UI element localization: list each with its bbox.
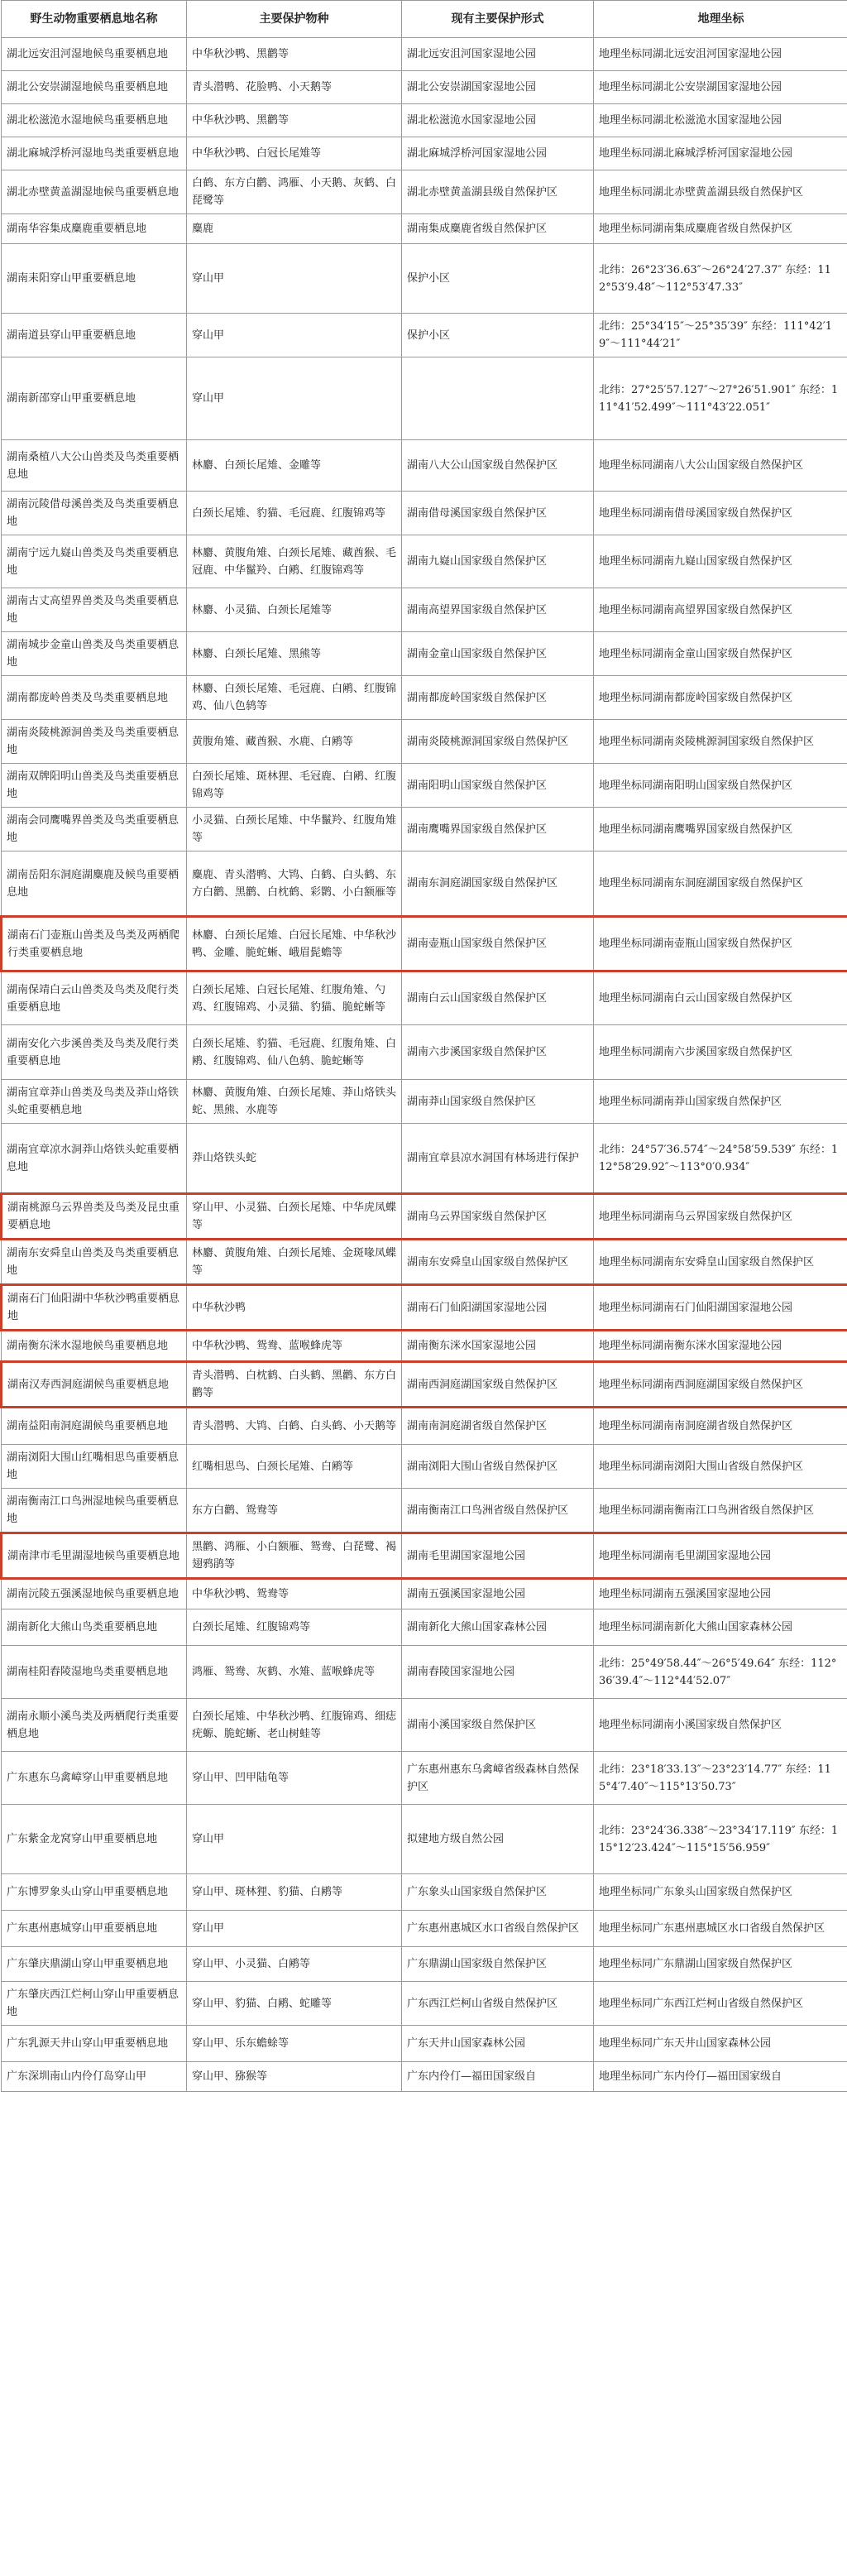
cell-name: 广东惠东乌禽嶂穿山甲重要栖息地: [2, 1752, 187, 1805]
cell-name: 湖南衡南江口鸟洲湿地候鸟重要栖息地: [2, 1489, 187, 1533]
cell-protection: 湖南金童山国家级自然保护区: [402, 632, 594, 676]
cell-species: 黑鹳、鸿雁、小白额雁、鸳鸯、白琵鹭、褐翅鸦鹃等: [187, 1533, 402, 1579]
table-row-highlighted: [2, 1362, 847, 1408]
cell-coords: 地理坐标同湖南东洞庭湖国家级自然保护区: [594, 851, 847, 917]
cell-coords: 地理坐标同湖北麻城浮桥河国家湿地公园: [594, 137, 847, 170]
cell-coords: 地理坐标同湖南五强溪国家湿地公园: [594, 1579, 847, 1609]
cell-name: 湖南炎陵桃源洞兽类及鸟类重要栖息地: [2, 720, 187, 764]
cell-name: 湖南宜章莽山兽类及鸟类及莽山烙铁头蛇重要栖息地: [2, 1080, 187, 1124]
cell-name: 广东肇庆鼎湖山穿山甲重要栖息地: [2, 1947, 187, 1982]
cell-protection: [402, 357, 594, 440]
cell-name: 广东博罗象头山穿山甲重要栖息地: [2, 1874, 187, 1911]
cell-protection: 湖南东安舜皇山国家级自然保护区: [402, 1240, 594, 1285]
cell-protection: 湖南衡东洣水国家湿地公园: [402, 1331, 594, 1362]
cell-species: 穿山甲: [187, 244, 402, 314]
cell-coords: 地理坐标同湖南都庞岭国家级自然保护区: [594, 676, 847, 720]
cell-species: 穿山甲: [187, 1911, 402, 1947]
cell-species: 麋鹿、青头潜鸭、大鸨、白鹤、白头鹤、东方白鹳、黑鹳、白枕鹤、彩鹮、小白额雁等: [187, 851, 402, 917]
cell-protection: 湖北麻城浮桥河国家湿地公园: [402, 137, 594, 170]
cell-name: 广东乳源天井山穿山甲重要栖息地: [2, 2026, 187, 2062]
cell-protection: 湖南八大公山国家级自然保护区: [402, 440, 594, 492]
cell-name: 湖南沅陵五强溪湿地候鸟重要栖息地: [2, 1579, 187, 1609]
header-name: 野生动物重要栖息地名称: [2, 1, 187, 38]
cell-coords: 地理坐标同湖南白云山国家级自然保护区: [594, 971, 847, 1025]
table-row: [2, 1805, 847, 1874]
cell-name: 湖南宁远九嶷山兽类及鸟类重要栖息地: [2, 535, 187, 588]
cell-coords: 地理坐标同湖北赤壁黄盖湖县级自然保护区: [594, 170, 847, 214]
table-row: [2, 1080, 847, 1124]
cell-coords: 地理坐标同广东惠州惠城区水口省级自然保护区: [594, 1911, 847, 1947]
table-row: [2, 851, 847, 917]
table-row: [2, 1331, 847, 1362]
table-row: [2, 808, 847, 851]
cell-coords: 北纬：27°25′57.127″～27°26′51.901″ 东经：111°41′52.499″～111°43′22.051″: [594, 357, 847, 440]
cell-protection: 湖南阳明山国家级自然保护区: [402, 764, 594, 808]
table-row: [2, 357, 847, 440]
cell-species: 林麝、黄腹角雉、白颈长尾雉、金斑喙凤蝶等: [187, 1240, 402, 1285]
cell-protection: 湖南乌云界国家级自然保护区: [402, 1194, 594, 1240]
cell-name: 湖南宜章凉水洞莽山烙铁头蛇重要栖息地: [2, 1124, 187, 1194]
table-row: [2, 214, 847, 244]
cell-protection: 湖南浏阳大围山省级自然保护区: [402, 1445, 594, 1489]
cell-coords: 地理坐标同湖南壶瓶山国家级自然保护区: [594, 917, 847, 971]
table-row: [2, 1609, 847, 1646]
cell-species: 白颈长尾雉、红腹锦鸡等: [187, 1609, 402, 1646]
cell-species: 林麝、白颈长尾雉、黑熊等: [187, 632, 402, 676]
cell-name: 湖南耒阳穿山甲重要栖息地: [2, 244, 187, 314]
cell-species: 林麝、黄腹角雉、白颈长尾雉、莽山烙铁头蛇、黑熊、水鹿等: [187, 1080, 402, 1124]
cell-name: 湖南桂阳舂陵湿地鸟类重要栖息地: [2, 1646, 187, 1699]
cell-protection: 广东象头山国家级自然保护区: [402, 1874, 594, 1911]
cell-name: 广东肇庆西江烂柯山穿山甲重要栖息地: [2, 1982, 187, 2026]
header-row: [2, 1, 847, 38]
cell-protection: 湖南都庞岭国家级自然保护区: [402, 676, 594, 720]
cell-species: 林麝、白颈长尾雉、毛冠鹿、白鹇、红腹锦鸡、仙八色鸫等: [187, 676, 402, 720]
cell-coords: 地理坐标同广东鼎湖山国家级自然保护区: [594, 1947, 847, 1982]
cell-coords: 地理坐标同湖南鹰嘴界国家级自然保护区: [594, 808, 847, 851]
cell-name: 湖南浏阳大围山红嘴相思鸟重要栖息地: [2, 1445, 187, 1489]
table-row-highlighted: [2, 1533, 847, 1579]
cell-name: 湖南新邵穿山甲重要栖息地: [2, 357, 187, 440]
table-row: [2, 1489, 847, 1533]
cell-coords: 地理坐标同广东西江烂柯山省级自然保护区: [594, 1982, 847, 2026]
cell-species: 穿山甲: [187, 357, 402, 440]
cell-species: 穿山甲、豹猫、白鹇、蛇雕等: [187, 1982, 402, 2026]
cell-species: 中华秋沙鸭、鸳鸯等: [187, 1579, 402, 1609]
cell-coords: 北纬：24°57′36.574″～24°58′59.539″ 东经：112°58′29.92″～113°0′0.934″: [594, 1124, 847, 1194]
table-row: [2, 244, 847, 314]
table-row: [2, 1982, 847, 2026]
cell-name: 湖南古丈高望界兽类及鸟类重要栖息地: [2, 588, 187, 632]
cell-species: 青头潜鸭、大鸨、白鹤、白头鹤、小天鹅等: [187, 1408, 402, 1445]
cell-name: 湖南新化大熊山鸟类重要栖息地: [2, 1609, 187, 1646]
cell-coords: 地理坐标同湖南炎陵桃源洞国家级自然保护区: [594, 720, 847, 764]
cell-coords: 北纬：25°34′15″～25°35′39″ 东经：111°42′19″～111°44′21″: [594, 314, 847, 357]
cell-coords: 地理坐标同湖南六步溪国家级自然保护区: [594, 1025, 847, 1080]
table-row: [2, 1240, 847, 1285]
cell-name: 湖南东安舜皇山兽类及鸟类重要栖息地: [2, 1240, 187, 1285]
cell-coords: 地理坐标同湖北公安崇湖国家湿地公园: [594, 71, 847, 104]
cell-protection: 湖南东洞庭湖国家级自然保护区: [402, 851, 594, 917]
table-row: [2, 1699, 847, 1752]
cell-protection: 湖南壶瓶山国家级自然保护区: [402, 917, 594, 971]
cell-species: 中华秋沙鸭、白冠长尾雉等: [187, 137, 402, 170]
cell-name: 湖南保靖白云山兽类及鸟类及爬行类重要栖息地: [2, 971, 187, 1025]
table-row: [2, 2026, 847, 2062]
cell-protection: 湖南新化大熊山国家森林公园: [402, 1609, 594, 1646]
cell-protection: 拟建地方级自然公园: [402, 1805, 594, 1874]
cell-species: 白颈长尾雉、中华秋沙鸭、红腹锦鸡、细痣疣螈、脆蛇蜥、老山树蛙等: [187, 1699, 402, 1752]
cell-species: 林麝、白颈长尾雉、白冠长尾雉、中华秋沙鸭、金雕、脆蛇蜥、峨眉髭蟾等: [187, 917, 402, 971]
table-row: [2, 440, 847, 492]
cell-protection: 湖南炎陵桃源洞国家级自然保护区: [402, 720, 594, 764]
cell-name: 湖南道县穿山甲重要栖息地: [2, 314, 187, 357]
table-row: [2, 1408, 847, 1445]
header-species: 主要保护物种: [187, 1, 402, 38]
cell-name: 湖南石门壶瓶山兽类及鸟类及两栖爬行类重要栖息地: [2, 917, 187, 971]
cell-coords: 地理坐标同湖南南洞庭湖省级自然保护区: [594, 1408, 847, 1445]
table-row-highlighted: [2, 1194, 847, 1240]
cell-protection: 广东内伶仃—福田国家级自: [402, 2062, 594, 2092]
cell-name: 广东深圳南山内伶仃岛穿山甲: [2, 2062, 187, 2092]
cell-coords: 地理坐标同湖南九嶷山国家级自然保护区: [594, 535, 847, 588]
table-row: [2, 2062, 847, 2092]
cell-coords: 北纬：23°18′33.13″～23°23′14.77″ 东经：115°4′7.40″～115°13′50.73″: [594, 1752, 847, 1805]
table-row-highlighted: [2, 1285, 847, 1331]
cell-protection: 湖南鹰嘴界国家级自然保护区: [402, 808, 594, 851]
cell-coords: 地理坐标同湖南莽山国家级自然保护区: [594, 1080, 847, 1124]
cell-name: 湖南城步金童山兽类及鸟类重要栖息地: [2, 632, 187, 676]
cell-species: 穿山甲、斑林狸、豹猫、白鹇等: [187, 1874, 402, 1911]
cell-species: 白颈长尾雉、豹猫、毛冠鹿、红腹锦鸡等: [187, 492, 402, 535]
cell-protection: 广东惠州惠东乌禽嶂省级森林自然保护区: [402, 1752, 594, 1805]
cell-species: 中华秋沙鸭、黑鹳等: [187, 38, 402, 71]
table-row: [2, 1579, 847, 1609]
cell-protection: 湖南借母溪国家级自然保护区: [402, 492, 594, 535]
cell-name: 广东惠州惠城穿山甲重要栖息地: [2, 1911, 187, 1947]
cell-coords: 北纬：25°49′58.44″～26°5′49.64″ 东经：112°36′39.4″～112°44′52.07″: [594, 1646, 847, 1699]
cell-coords: 地理坐标同湖南集成麋鹿省级自然保护区: [594, 214, 847, 244]
cell-coords: 地理坐标同湖南阳明山国家级自然保护区: [594, 764, 847, 808]
cell-species: 红嘴相思鸟、白颈长尾雉、白鹇等: [187, 1445, 402, 1489]
cell-name: 湖北松滋洈水湿地候鸟重要栖息地: [2, 104, 187, 137]
cell-coords: 地理坐标同广东象头山国家级自然保护区: [594, 1874, 847, 1911]
cell-species: 白颈长尾雉、豹猫、毛冠鹿、红腹角雉、白鹇、红腹锦鸡、仙八色鸫、脆蛇蜥等: [187, 1025, 402, 1080]
table-row: [2, 1911, 847, 1947]
cell-name: 湖北麻城浮桥河湿地鸟类重要栖息地: [2, 137, 187, 170]
cell-protection: 保护小区: [402, 314, 594, 357]
cell-protection: 湖南石门仙阳湖国家湿地公园: [402, 1285, 594, 1331]
cell-coords: 地理坐标同湖南衡东洣水国家湿地公园: [594, 1331, 847, 1362]
cell-name: 湖南汉寿西洞庭湖候鸟重要栖息地: [2, 1362, 187, 1408]
cell-protection: 湖北松滋洈水国家湿地公园: [402, 104, 594, 137]
cell-protection: 湖北远安沮河国家湿地公园: [402, 38, 594, 71]
table-row: [2, 104, 847, 137]
table-row: [2, 1947, 847, 1982]
cell-species: 白颈长尾雉、斑林狸、毛冠鹿、白鹇、红腹锦鸡等: [187, 764, 402, 808]
cell-coords: 地理坐标同湖南借母溪国家级自然保护区: [594, 492, 847, 535]
table-row: [2, 137, 847, 170]
cell-name: 湖南桃源乌云界兽类及鸟类及昆虫重要栖息地: [2, 1194, 187, 1240]
cell-protection: 湖南集成麋鹿省级自然保护区: [402, 214, 594, 244]
cell-name: 湖北赤壁黄盖湖湿地候鸟重要栖息地: [2, 170, 187, 214]
cell-species: 穿山甲、猕猴等: [187, 2062, 402, 2092]
table-row: [2, 71, 847, 104]
table-row: [2, 1874, 847, 1911]
table-row: [2, 632, 847, 676]
table-row: [2, 588, 847, 632]
header-coords: 地理坐标: [594, 1, 847, 38]
cell-coords: 地理坐标同湖南高望界国家级自然保护区: [594, 588, 847, 632]
table-row: [2, 1025, 847, 1080]
cell-protection: 湖南舂陵国家湿地公园: [402, 1646, 594, 1699]
cell-protection: 广东西江烂柯山省级自然保护区: [402, 1982, 594, 2026]
table-row: [2, 1445, 847, 1489]
cell-species: 鸿雁、鸳鸯、灰鹤、水雉、蓝喉蜂虎等: [187, 1646, 402, 1699]
cell-protection: 保护小区: [402, 244, 594, 314]
cell-species: 莽山烙铁头蛇: [187, 1124, 402, 1194]
cell-coords: 地理坐标同湖南金童山国家级自然保护区: [594, 632, 847, 676]
cell-coords: 地理坐标同湖南西洞庭湖国家级自然保护区: [594, 1362, 847, 1408]
table-row: [2, 720, 847, 764]
cell-coords: 地理坐标同湖北远安沮河国家湿地公园: [594, 38, 847, 71]
cell-species: 穿山甲、小灵猫、白鹇等: [187, 1947, 402, 1982]
cell-protection: 湖南五强溪国家湿地公园: [402, 1579, 594, 1609]
cell-protection: 湖南六步溪国家级自然保护区: [402, 1025, 594, 1080]
table-row: [2, 314, 847, 357]
cell-protection: 湖南九嶷山国家级自然保护区: [402, 535, 594, 588]
cell-species: 青头潜鸭、花脸鸭、小天鹅等: [187, 71, 402, 104]
cell-protection: 广东鼎湖山国家级自然保护区: [402, 1947, 594, 1982]
cell-protection: 湖南宜章县凉水洞国有林场进行保护: [402, 1124, 594, 1194]
table-row: [2, 170, 847, 214]
cell-protection: 湖南西洞庭湖国家级自然保护区: [402, 1362, 594, 1408]
cell-name: 湖南华容集成麋鹿重要栖息地: [2, 214, 187, 244]
cell-species: 东方白鹳、鸳鸯等: [187, 1489, 402, 1533]
cell-protection: 湖南高望界国家级自然保护区: [402, 588, 594, 632]
cell-protection: 湖南南洞庭湖省级自然保护区: [402, 1408, 594, 1445]
cell-protection: 广东惠州惠城区水口省级自然保护区: [402, 1911, 594, 1947]
cell-species: 白鹤、东方白鹳、鸿雁、小天鹅、灰鹤、白琵鹭等: [187, 170, 402, 214]
cell-coords: 地理坐标同湖南乌云界国家级自然保护区: [594, 1194, 847, 1240]
cell-species: 青头潜鸭、白枕鹤、白头鹤、黑鹳、东方白鹳等: [187, 1362, 402, 1408]
cell-name: 湖南沅陵借母溪兽类及鸟类重要栖息地: [2, 492, 187, 535]
table-row: [2, 1752, 847, 1805]
cell-coords: 北纬：26°23′36.63″～26°24′27.37″ 东经：112°53′9.48″～112°53′47.33″: [594, 244, 847, 314]
cell-name: 湖南会同鹰嘴界兽类及鸟类重要栖息地: [2, 808, 187, 851]
table-row: [2, 38, 847, 71]
header-protection: 现有主要保护形式: [402, 1, 594, 38]
cell-name: 湖南岳阳东洞庭湖麋鹿及候鸟重要栖息地: [2, 851, 187, 917]
cell-name: 湖北远安沮河湿地候鸟重要栖息地: [2, 38, 187, 71]
cell-protection: 湖南毛里湖国家湿地公园: [402, 1533, 594, 1579]
cell-coords: 地理坐标同湖北松滋洈水国家湿地公园: [594, 104, 847, 137]
cell-coords: 地理坐标同湖南小溪国家级自然保护区: [594, 1699, 847, 1752]
cell-species: 中华秋沙鸭: [187, 1285, 402, 1331]
table-row: [2, 676, 847, 720]
cell-protection: 湖北赤壁黄盖湖县级自然保护区: [402, 170, 594, 214]
cell-species: 中华秋沙鸭、鸳鸯、蓝喉蜂虎等: [187, 1331, 402, 1362]
cell-name: 广东紫金龙窝穿山甲重要栖息地: [2, 1805, 187, 1874]
cell-protection: 湖南小溪国家级自然保护区: [402, 1699, 594, 1752]
cell-species: 穿山甲、小灵猫、白颈长尾雉、中华虎凤蝶等: [187, 1194, 402, 1240]
cell-name: 湖北公安崇湖湿地候鸟重要栖息地: [2, 71, 187, 104]
table-row: [2, 764, 847, 808]
cell-name: 湖南益阳南洞庭湖候鸟重要栖息地: [2, 1408, 187, 1445]
cell-coords: 地理坐标同湖南衡南江口鸟洲省级自然保护区: [594, 1489, 847, 1533]
cell-species: 穿山甲、凹甲陆龟等: [187, 1752, 402, 1805]
table-row: [2, 1646, 847, 1699]
cell-coords: 地理坐标同湖南八大公山国家级自然保护区: [594, 440, 847, 492]
cell-coords: 地理坐标同湖南石门仙阳湖国家湿地公园: [594, 1285, 847, 1331]
habitat-table-body: [2, 38, 847, 2092]
cell-species: 林麝、白颈长尾雉、金雕等: [187, 440, 402, 492]
cell-name: 湖南双牌阳明山兽类及鸟类重要栖息地: [2, 764, 187, 808]
table-row: [2, 1124, 847, 1194]
table-row-highlighted: [2, 917, 847, 971]
cell-coords: 地理坐标同湖南毛里湖国家湿地公园: [594, 1533, 847, 1579]
cell-name: 湖南永顺小溪鸟类及两栖爬行类重要栖息地: [2, 1699, 187, 1752]
table-row: [2, 492, 847, 535]
cell-species: 白颈长尾雉、白冠长尾雉、红腹角雉、勺鸡、红腹锦鸡、小灵猫、豹猫、脆蛇蜥等: [187, 971, 402, 1025]
cell-coords: 地理坐标同湖南新化大熊山国家森林公园: [594, 1609, 847, 1646]
cell-species: 小灵猫、白颈长尾雉、中华鬣羚、红腹角雉等: [187, 808, 402, 851]
cell-name: 湖南津市毛里湖湿地候鸟重要栖息地: [2, 1533, 187, 1579]
cell-coords: 北纬：23°24′36.338″～23°34′17.119″ 东经：115°12′23.424″～115°15′56.959″: [594, 1805, 847, 1874]
cell-name: 湖南衡东洣水湿地候鸟重要栖息地: [2, 1331, 187, 1362]
cell-species: 穿山甲: [187, 314, 402, 357]
cell-name: 湖南安化六步溪兽类及鸟类及爬行类重要栖息地: [2, 1025, 187, 1080]
cell-coords: 地理坐标同湖南浏阳大围山省级自然保护区: [594, 1445, 847, 1489]
cell-protection: 湖南莽山国家级自然保护区: [402, 1080, 594, 1124]
cell-species: 麋鹿: [187, 214, 402, 244]
cell-coords: 地理坐标同湖南东安舜皇山国家级自然保护区: [594, 1240, 847, 1285]
table-row: [2, 535, 847, 588]
table-row: [2, 971, 847, 1025]
cell-protection: 湖南白云山国家级自然保护区: [402, 971, 594, 1025]
cell-protection: 湖北公安崇湖国家湿地公园: [402, 71, 594, 104]
cell-protection: 广东天井山国家森林公园: [402, 2026, 594, 2062]
cell-name: 湖南桑植八大公山兽类及鸟类重要栖息地: [2, 440, 187, 492]
cell-name: 湖南石门仙阳湖中华秋沙鸭重要栖息地: [2, 1285, 187, 1331]
cell-species: 黄腹角雉、藏酋猴、水鹿、白鹇等: [187, 720, 402, 764]
cell-species: 穿山甲: [187, 1805, 402, 1874]
cell-species: 穿山甲、乐东蟾蜍等: [187, 2026, 402, 2062]
cell-name: 湖南都庞岭兽类及鸟类重要栖息地: [2, 676, 187, 720]
cell-species: 中华秋沙鸭、黑鹳等: [187, 104, 402, 137]
cell-coords: 地理坐标同广东天井山国家森林公园: [594, 2026, 847, 2062]
cell-species: 林麝、小灵猫、白颈长尾雉等: [187, 588, 402, 632]
cell-species: 林麝、黄腹角雉、白颈长尾雉、藏酋猴、毛冠鹿、中华鬣羚、白鹇、红腹锦鸡等: [187, 535, 402, 588]
cell-coords: 地理坐标同广东内伶仃—福田国家级自: [594, 2062, 847, 2092]
cell-protection: 湖南衡南江口鸟洲省级自然保护区: [402, 1489, 594, 1533]
